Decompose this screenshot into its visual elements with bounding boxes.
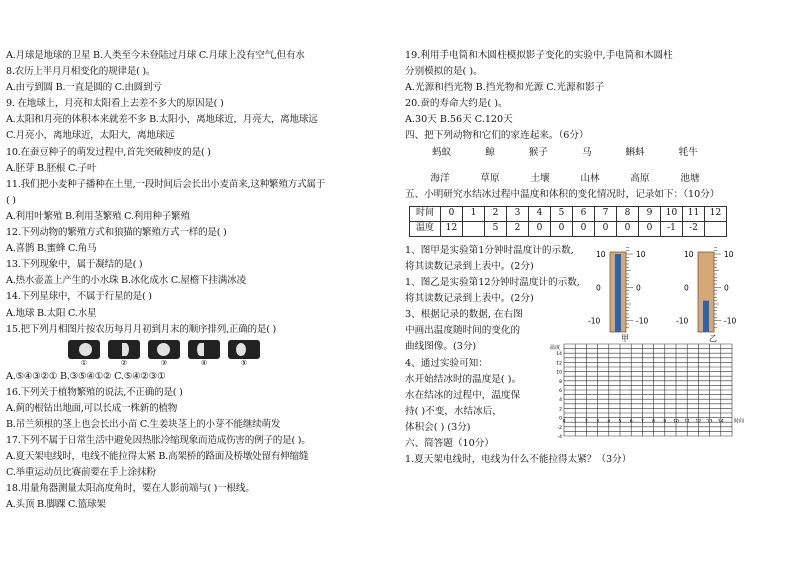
q6-1: 1.夏天架电线时，电线为什么不能拉得太紧？（3分） [405, 454, 632, 466]
question-line: A.头顶 B.脚踝 C.篮球架 [6, 499, 106, 511]
graph-y-tick: 10 [556, 370, 562, 376]
table-cell-temp[interactable]: 5 [485, 221, 507, 236]
question-line: A.太阳和月亮的体积本来就差不多 B.太阳小，离地球近，月亮大，离地球远 [6, 114, 318, 126]
graph-x-tick: 13 [706, 419, 713, 425]
table-cell-temp[interactable]: 0 [551, 221, 573, 236]
moon-phase-3: ③ [148, 340, 180, 368]
question-20-options: A.30天 B.56天 C.120天 [405, 114, 513, 126]
thermometer-liquid [703, 301, 709, 332]
graph-x-tick: 1 [573, 419, 577, 425]
question-line: 17.下列不属于日常生活中避免因热胀冷缩现象而造成伤害的例子的是( )。 [6, 435, 311, 447]
animal-3: 猴子 [528, 146, 548, 158]
home-2: 草原 [480, 172, 500, 184]
q5-3b: 中画出温度随时间的变化的 [405, 325, 521, 337]
q5-3a: 3、根据记录的数据, 在右图 [405, 309, 523, 321]
question-line: 12.下列动物的繁殖方式和狼猫的繁殖方式一样的是( ) [6, 227, 227, 239]
table-cell-time: 0 [441, 206, 463, 221]
graph-x-tick: 8 [652, 419, 656, 425]
graph-x-tick: 9 [663, 419, 667, 425]
moon-phase-1: ① [68, 340, 100, 368]
thermometer-tick-label: -10 [724, 316, 737, 326]
animal-4: 马 [581, 146, 592, 158]
q5-4c: 持( )不变，水结冰后， [405, 405, 502, 417]
table-cell-time: 11 [683, 206, 705, 221]
question-line: A.利用叶繁殖 B.利用茎繁殖 C.利用种子繁殖 [6, 210, 190, 222]
thermometer-tick-label: 10 [684, 250, 694, 259]
question-line: A.喜鹊 B.蜜蜂 C.角马 [6, 243, 97, 255]
question-line: A.地球 B.太阳 C.水星 [6, 307, 97, 319]
graph-y-tick: 12 [556, 361, 562, 367]
table-cell-temp[interactable]: 0 [617, 221, 639, 236]
question-line: 14.下列星球中，不属于行星的是( ) [6, 291, 152, 303]
graph-x-label: 时间 [734, 418, 745, 425]
graph-x-tick: 6 [629, 419, 633, 425]
question-line: 16.下列关于植物繁殖的说法,不正确的是( ) [6, 386, 183, 398]
graph-y-tick: 4 [559, 398, 562, 404]
thermometer-label: 乙 [709, 334, 717, 343]
table-cell-temp[interactable]: 2 [507, 221, 529, 236]
q5-1b: 将其读数记录到上表中。(2分) [405, 260, 534, 272]
table-cell-time: 1 [463, 206, 485, 221]
home-4: 山林 [580, 172, 600, 184]
table-cell-temp[interactable]: 0 [573, 221, 595, 236]
graph-y-tick: 6 [559, 389, 562, 394]
thermometer-label: 甲 [621, 334, 629, 343]
table-cell-time: 3 [507, 206, 529, 221]
q5-1c: 1、图乙是实验第12分钟时温度计的示数, [405, 277, 580, 289]
graph-y-tick: 0 [559, 416, 562, 422]
moon-phase-2: ② [108, 340, 140, 368]
table-cell-time: 8 [617, 206, 639, 221]
thermometer-tick-label: 10 [636, 250, 646, 259]
animal-5: 蝌蚪 [625, 146, 645, 158]
thermometer-liquid [615, 254, 621, 332]
home-3: 土壤 [530, 172, 550, 184]
graph-x-tick: 11 [684, 419, 691, 425]
home-6: 池塘 [680, 172, 700, 184]
thermometer-tick-label: 10 [724, 250, 734, 259]
table-cell-temp[interactable] [705, 221, 727, 236]
section-4-title: 四、把下列动物和它们的家连起来。（6分） [405, 130, 589, 142]
table-cell-time: 12 [705, 206, 727, 221]
table-cell-temp[interactable]: -2 [683, 221, 705, 236]
animal-1: 蚂蚁 [432, 146, 452, 158]
graph-x-tick: 0 [562, 419, 566, 425]
thermometers [588, 244, 748, 344]
thermometer-tick-label: -10 [676, 316, 689, 326]
table-cell-temp[interactable]: 0 [595, 221, 617, 236]
question-line: A.由亏到圆 B.一直是圆的 C.由圆到亏 [6, 82, 162, 94]
homes-row [415, 171, 715, 187]
thermometer-tick-label: 0 [596, 283, 601, 293]
graph-x-tick: 2 [584, 419, 588, 425]
table-head-time: 时间 [410, 206, 441, 221]
thermometer-tick-label: 10 [596, 250, 606, 259]
question-19: 19.利用手电筒和木圆柱模拟影子变化的实验中,手电筒和木圆柱 [405, 50, 673, 61]
question-line: 8.农历上半月月相变化的规律是( )。 [6, 66, 156, 78]
thermometer-tick-label: 0 [636, 283, 641, 293]
graph-y-tick: 2 [559, 407, 562, 413]
question-line: A.夏天架电线时，电线不能拉得太紧 B.高架桥的路面及桥墩处留有伸缩缝 [6, 451, 309, 463]
table-cell-time: 4 [529, 206, 551, 221]
table-cell-temp[interactable] [463, 221, 485, 236]
q5-3c: 曲线图像。(3分) [405, 341, 477, 353]
table-cell-temp[interactable]: 0 [639, 221, 661, 236]
q5-4d: 体积会( ) (3分) [405, 421, 471, 433]
home-1: 海洋 [430, 172, 450, 184]
question-line: 13.下列现象中，属于凝结的是( ) [6, 259, 143, 271]
question-20: 20.蚕的寿命大约是( )。 [405, 98, 508, 110]
thermometer-tick-label: 0 [724, 283, 729, 293]
question-line: 11.我们把小麦种子播种在土里,一段时间后会长出小麦苗来,这种繁殖方式属于 [6, 178, 326, 190]
table-cell-time: 6 [573, 206, 595, 221]
home-5: 高原 [630, 172, 650, 184]
question-line: A.蓟的根钻出地面,可以长成一株新的植物 [6, 402, 178, 414]
left-column [6, 48, 384, 514]
question-line: 15.把下列月相图片按农历每月月初到月末的顺序排列,正确的是( ) [6, 323, 277, 335]
temperature-graph-grid [548, 338, 748, 446]
graph-y-tick: 8 [559, 379, 562, 385]
q5-1a: 1、图甲是实验第1分钟时温度计的示数, [405, 244, 574, 256]
section-5-title: 五、小明研究水结冰过程中温度和体积的变化情况时，记录如下：（10分） [405, 188, 720, 200]
moon-phase-5: ⑤ [228, 340, 260, 368]
table-head-temp: 温度 [410, 221, 441, 236]
section-6-title: 六、简答题（10分） [405, 437, 494, 449]
question-line: 10.在蚕豆种子的萌发过程中,首先突破种皮的是( ) [6, 146, 211, 158]
question-line: A.热水壶盖上产生的小水珠 B.冰化成水 C.屋檐下挂满冰凌 [6, 275, 246, 287]
table-cell-time: 9 [639, 206, 661, 221]
question-line: ( ) [6, 194, 16, 206]
q5-4: 4、通过实验可知： [405, 357, 488, 369]
question-line: C.月亮小，离地球近，太阳大，离地球远 [6, 130, 175, 142]
question-line: B.吊兰须根的茎上也会长出小苗 C.生姜块茎上的小芽不能继续萌发 [6, 418, 281, 430]
thermometer-tick-label: 0 [684, 283, 689, 293]
table-cell-temp[interactable]: 0 [529, 221, 551, 236]
graph-x-tick: 7 [640, 419, 644, 425]
question-line: A.胚芽 B.胚根 C.子叶 [6, 162, 97, 174]
graph-x-tick: 12 [695, 419, 702, 425]
graph-y-tick: 14 [556, 352, 562, 358]
question-19-options: A.光源和挡光物 B.挡光物和光源 C.光源和影子 [405, 82, 605, 94]
graph-x-tick: 4 [607, 419, 611, 425]
q5-4a: 水开始结冰时的温度是( )。 [405, 373, 522, 385]
table-cell-temp[interactable]: -1 [661, 221, 683, 236]
table-cell-time: 2 [485, 206, 507, 221]
temperature-table [409, 206, 727, 237]
thermometer-tick-label: -10 [636, 316, 649, 326]
moon-phase-images [68, 340, 384, 368]
animals-row [415, 145, 715, 161]
animal-6: 牦牛 [678, 146, 698, 158]
graph-x-tick: 10 [673, 419, 679, 425]
question-line: A.月球是地球的卫星 B.人类至今未登陆过月球 C.月球上没有空气,但有水 [6, 50, 305, 61]
question-line: C.举重运动员比赛前要在手上涂抹粉 [6, 467, 156, 479]
graph-x-tick: 14 [717, 419, 724, 425]
q5-1d: 将其读数记录到上表中。(2分) [405, 293, 534, 305]
question-line: 18.用量角器测量太阳高度角时，要在人影前端与( )一根线。 [6, 483, 255, 495]
graph-y-label: 温度 [550, 345, 561, 351]
question-19-cont: 分别模拟的是( )。 [405, 66, 483, 78]
graph-y-tick: -2 [557, 425, 562, 431]
table-cell-temp[interactable]: 12 [441, 221, 463, 236]
question-line: 9. 在地球上，月亮和太阳看上去差不多大的原因是( ) [6, 98, 224, 110]
animal-2: 鲸 [485, 146, 495, 158]
thermometer-tick-label: -10 [588, 316, 601, 326]
q5-4b: 水在结冰的过程中，温度保 [405, 389, 521, 401]
table-cell-time: 5 [551, 206, 573, 221]
graph-x-tick: 3 [596, 419, 600, 425]
table-cell-time: 7 [595, 206, 617, 221]
question-line: A.⑤④③②① B.③⑤④①② C.⑤④②③① [6, 370, 166, 382]
table-cell-time: 10 [661, 206, 683, 221]
graph-x-tick: 5 [618, 419, 622, 425]
graph-y-tick: -4 [557, 435, 562, 440]
moon-phase-4: ④ [188, 340, 220, 368]
